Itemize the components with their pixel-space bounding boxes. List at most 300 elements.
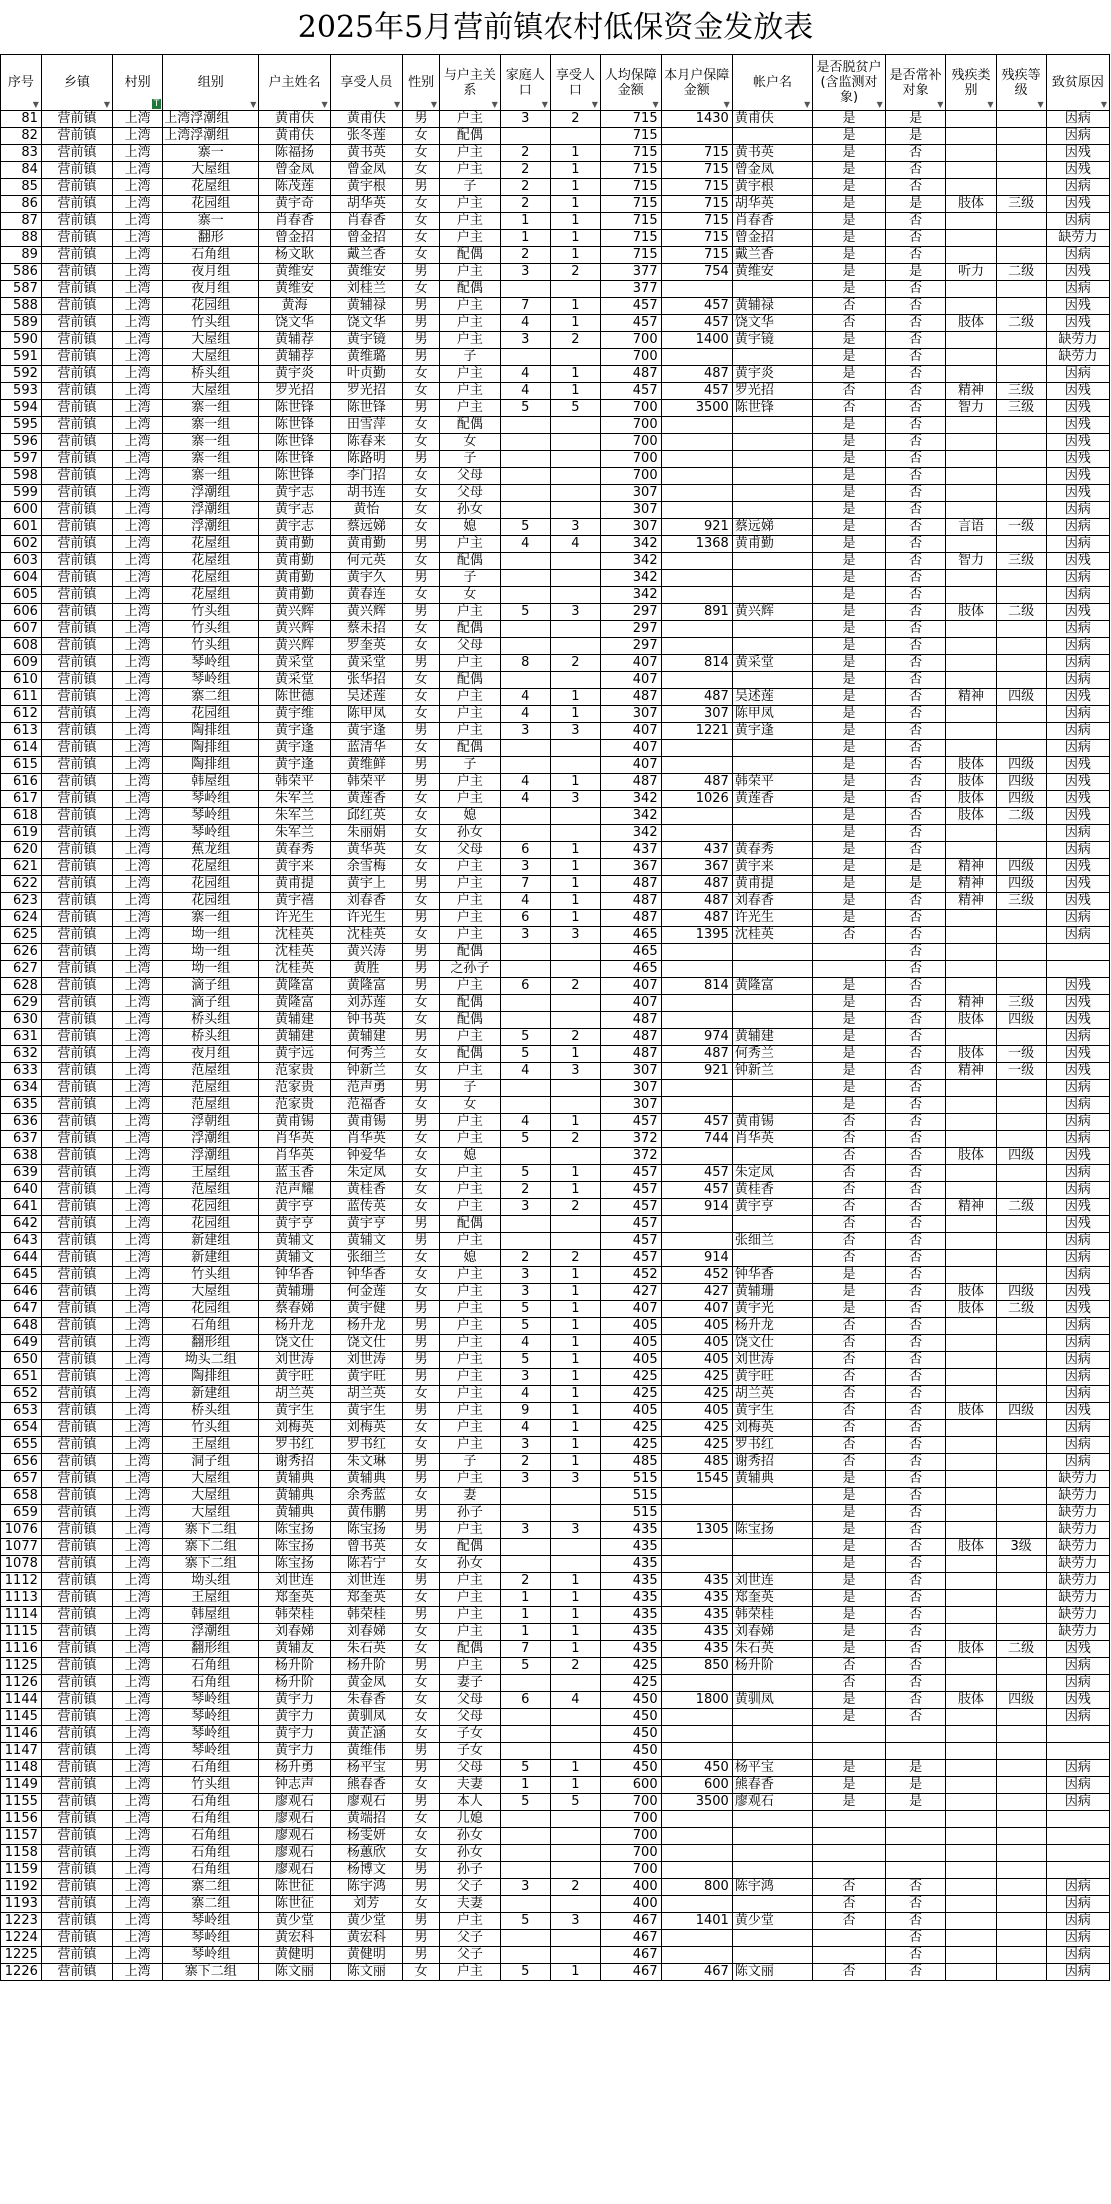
table-cell[interactable]	[500, 961, 550, 978]
table-cell[interactable]: 是	[813, 1641, 886, 1658]
table-cell[interactable]: 肢体	[946, 1641, 996, 1658]
table-cell[interactable]: 否	[885, 485, 946, 502]
table-cell[interactable]	[996, 1454, 1046, 1471]
table-cell[interactable]: 营前镇	[41, 1012, 112, 1029]
table-cell[interactable]	[946, 162, 996, 179]
table-cell[interactable]: 女	[403, 553, 440, 570]
table-cell[interactable]	[946, 128, 996, 145]
table-cell[interactable]	[550, 621, 600, 638]
table-cell[interactable]: 营前镇	[41, 1216, 112, 1233]
table-cell[interactable]: 黄宇逢	[732, 723, 812, 740]
table-cell[interactable]: 四级	[996, 1012, 1046, 1029]
table-cell[interactable]: 女	[403, 1131, 440, 1148]
table-cell[interactable]: 陈甲凤	[330, 706, 403, 723]
table-cell[interactable]: 花屋组	[163, 179, 259, 196]
table-cell[interactable]: 女	[403, 927, 440, 944]
table-cell[interactable]: 女	[403, 1284, 440, 1301]
table-cell[interactable]: 因病	[1046, 672, 1109, 689]
table-cell[interactable]: 女	[440, 434, 501, 451]
table-cell[interactable]: 上湾	[113, 247, 163, 264]
table-cell[interactable]: 王屋组	[163, 1165, 259, 1182]
table-cell[interactable]: 廖观石	[259, 1862, 330, 1879]
table-cell[interactable]: 否	[885, 978, 946, 995]
table-cell[interactable]: 是	[813, 281, 886, 298]
table-cell[interactable]: 435	[600, 1607, 661, 1624]
table-cell[interactable]: 700	[600, 468, 661, 485]
table-cell[interactable]: 女	[403, 434, 440, 451]
table-cell[interactable]: 因病	[1046, 1335, 1109, 1352]
table-cell[interactable]: 1156	[1, 1811, 42, 1828]
table-cell[interactable]: 女	[403, 1097, 440, 1114]
table-cell[interactable]	[500, 1539, 550, 1556]
table-cell[interactable]	[996, 111, 1046, 128]
table-cell[interactable]: 457	[661, 315, 732, 332]
table-cell[interactable]: 孙女	[440, 502, 501, 519]
table-cell[interactable]: 刘世连	[732, 1573, 812, 1590]
table-cell[interactable]	[996, 1352, 1046, 1369]
table-cell[interactable]	[946, 1777, 996, 1794]
table-cell[interactable]: 户主	[440, 1607, 501, 1624]
table-cell[interactable]: 刘芳	[330, 1896, 403, 1913]
table-cell[interactable]: 花园组	[163, 1199, 259, 1216]
table-cell[interactable]: 因病	[1046, 740, 1109, 757]
table-cell[interactable]: 405	[600, 1318, 661, 1335]
table-cell[interactable]: 黄兴辉	[732, 604, 812, 621]
table-cell[interactable]: 石角组	[163, 1828, 259, 1845]
table-cell[interactable]: 营前镇	[41, 1420, 112, 1437]
table-cell[interactable]: 1158	[1, 1845, 42, 1862]
table-cell[interactable]: 487	[600, 689, 661, 706]
table-cell[interactable]: 5	[500, 1131, 550, 1148]
table-cell[interactable]: 605	[1, 587, 42, 604]
table-cell[interactable]: 黄伟鹏	[330, 1505, 403, 1522]
table-cell[interactable]: 吴述莲	[330, 689, 403, 706]
table-cell[interactable]: 否	[813, 1420, 886, 1437]
table-cell[interactable]: 上湾	[113, 1165, 163, 1182]
table-cell[interactable]	[996, 434, 1046, 451]
table-cell[interactable]: 陈文丽	[732, 1964, 812, 1981]
table-cell[interactable]: 配偶	[440, 128, 501, 145]
table-cell[interactable]: 上湾	[113, 689, 163, 706]
table-cell[interactable]	[996, 128, 1046, 145]
table-cell[interactable]: 5	[500, 1794, 550, 1811]
table-cell[interactable]: 上湾	[113, 1301, 163, 1318]
table-cell[interactable]: 427	[600, 1284, 661, 1301]
table-cell[interactable]	[813, 1743, 886, 1760]
table-cell[interactable]	[946, 1250, 996, 1267]
table-cell[interactable]: 297	[600, 604, 661, 621]
table-cell[interactable]: 否	[885, 1199, 946, 1216]
table-cell[interactable]: 是	[813, 536, 886, 553]
table-cell[interactable]: 罗光招	[330, 383, 403, 400]
table-cell[interactable]: 黄宇生	[732, 1403, 812, 1420]
table-cell[interactable]: 女	[403, 1692, 440, 1709]
table-cell[interactable]: 言语	[946, 519, 996, 536]
table-cell[interactable]: 四级	[996, 1403, 1046, 1420]
table-cell[interactable]: 坳头组	[163, 1573, 259, 1590]
table-cell[interactable]: 肢体	[946, 757, 996, 774]
table-cell[interactable]: 蔡未招	[330, 621, 403, 638]
table-cell[interactable]: 是	[813, 196, 886, 213]
table-cell[interactable]: 余秀蓝	[330, 1488, 403, 1505]
filter-dropdown-icon[interactable]: ▼	[723, 100, 730, 109]
table-cell[interactable]	[661, 1539, 732, 1556]
table-cell[interactable]: 黄辅典	[330, 1471, 403, 1488]
table-cell[interactable]: 5	[500, 1029, 550, 1046]
column-header[interactable]	[661, 55, 732, 111]
table-cell[interactable]: 因病	[1046, 1369, 1109, 1386]
table-cell[interactable]: 是	[813, 1760, 886, 1777]
table-cell[interactable]: 是	[813, 128, 886, 145]
table-cell[interactable]: 因病	[1046, 1879, 1109, 1896]
table-cell[interactable]: 智力	[946, 553, 996, 570]
table-cell[interactable]: 杨升阶	[330, 1658, 403, 1675]
table-cell[interactable]: 罗书红	[330, 1437, 403, 1454]
table-cell[interactable]: 3	[500, 1267, 550, 1284]
table-cell[interactable]: 男	[403, 111, 440, 128]
table-cell[interactable]: 黄宇根	[330, 179, 403, 196]
table-cell[interactable]: 上湾	[113, 1522, 163, 1539]
table-cell[interactable]	[946, 502, 996, 519]
table-cell[interactable]: 许光生	[330, 910, 403, 927]
table-cell[interactable]: 是	[813, 995, 886, 1012]
table-cell[interactable]: 营前镇	[41, 1335, 112, 1352]
table-cell[interactable]	[996, 1505, 1046, 1522]
table-cell[interactable]: 石角组	[163, 247, 259, 264]
table-cell[interactable]: 营前镇	[41, 162, 112, 179]
table-cell[interactable]: 1115	[1, 1624, 42, 1641]
table-cell[interactable]: 是	[813, 1607, 886, 1624]
table-cell[interactable]: 1113	[1, 1590, 42, 1607]
table-cell[interactable]: 因病	[1046, 1250, 1109, 1267]
table-cell[interactable]: 1193	[1, 1896, 42, 1913]
table-cell[interactable]: 琴岭组	[163, 808, 259, 825]
filter-dropdown-icon[interactable]: ▼	[1037, 100, 1044, 109]
table-cell[interactable]: 654	[1, 1420, 42, 1437]
table-cell[interactable]: 竹头组	[163, 621, 259, 638]
table-cell[interactable]: 陈宇鸿	[330, 1879, 403, 1896]
table-cell[interactable]	[661, 1828, 732, 1845]
table-cell[interactable]	[996, 672, 1046, 689]
table-cell[interactable]	[946, 655, 996, 672]
table-cell[interactable]: 黄辅典	[259, 1505, 330, 1522]
table-cell[interactable]: 是	[813, 1556, 886, 1573]
table-cell[interactable]: 1026	[661, 791, 732, 808]
table-cell[interactable]: 否	[885, 179, 946, 196]
table-cell[interactable]: 上湾	[113, 723, 163, 740]
table-cell[interactable]: 435	[661, 1624, 732, 1641]
table-cell[interactable]: 肢体	[946, 774, 996, 791]
table-cell[interactable]: 营前镇	[41, 978, 112, 995]
table-cell[interactable]: 425	[600, 1437, 661, 1454]
table-cell[interactable]: 配偶	[440, 944, 501, 961]
table-cell[interactable]: 342	[600, 808, 661, 825]
table-cell[interactable]	[996, 332, 1046, 349]
table-cell[interactable]: 640	[1, 1182, 42, 1199]
table-cell[interactable]	[946, 1471, 996, 1488]
table-cell[interactable]: 女	[403, 1590, 440, 1607]
table-cell[interactable]: 黄辅荐	[259, 332, 330, 349]
table-cell[interactable]: 营前镇	[41, 1573, 112, 1590]
table-cell[interactable]	[661, 1726, 732, 1743]
table-cell[interactable]: 寨一组	[163, 434, 259, 451]
table-cell[interactable]: 因病	[1046, 927, 1109, 944]
table-cell[interactable]: 否	[885, 910, 946, 927]
table-cell[interactable]: 钟新兰	[732, 1063, 812, 1080]
table-cell[interactable]: 367	[661, 859, 732, 876]
table-cell[interactable]: 649	[1, 1335, 42, 1352]
table-cell[interactable]: 5	[500, 400, 550, 417]
table-cell[interactable]: 645	[1, 1267, 42, 1284]
table-cell[interactable]	[996, 502, 1046, 519]
table-cell[interactable]: 肢体	[946, 604, 996, 621]
table-cell[interactable]	[500, 1896, 550, 1913]
table-cell[interactable]: 是	[813, 1080, 886, 1097]
table-cell[interactable]: 618	[1, 808, 42, 825]
table-cell[interactable]: 黄兴辉	[259, 638, 330, 655]
table-cell[interactable]: 男	[403, 400, 440, 417]
table-cell[interactable]: 缺劳力	[1046, 1556, 1109, 1573]
table-cell[interactable]: 587	[1, 281, 42, 298]
table-cell[interactable]: 朱文琳	[330, 1454, 403, 1471]
table-cell[interactable]: 715	[600, 111, 661, 128]
table-cell[interactable]: 户主	[440, 1352, 501, 1369]
table-cell[interactable]: 否	[813, 1233, 886, 1250]
table-cell[interactable]: 女	[440, 587, 501, 604]
table-cell[interactable]: 浮潮组	[163, 1624, 259, 1641]
table-cell[interactable]: 700	[600, 1828, 661, 1845]
table-cell[interactable]: 595	[1, 417, 42, 434]
table-cell[interactable]	[550, 1097, 600, 1114]
table-cell[interactable]: 寨下二组	[163, 1539, 259, 1556]
table-cell[interactable]: 637	[1, 1131, 42, 1148]
table-cell[interactable]: 子女	[440, 1726, 501, 1743]
table-cell[interactable]	[661, 1709, 732, 1726]
filter-dropdown-icon[interactable]: ▼	[591, 100, 598, 109]
table-cell[interactable]: 之孙子	[440, 961, 501, 978]
table-cell[interactable]: 黄宇志	[259, 519, 330, 536]
table-cell[interactable]: 是	[813, 485, 886, 502]
table-cell[interactable]: 因残	[1046, 451, 1109, 468]
table-cell[interactable]: 男	[403, 1335, 440, 1352]
table-cell[interactable]: 1	[550, 1403, 600, 1420]
table-cell[interactable]	[550, 1828, 600, 1845]
table-cell[interactable]: 男	[403, 1454, 440, 1471]
table-cell[interactable]: 花屋组	[163, 587, 259, 604]
table-cell[interactable]: 1114	[1, 1607, 42, 1624]
table-cell[interactable]: 因残	[1046, 893, 1109, 910]
table-cell[interactable]: 是	[813, 621, 886, 638]
table-cell[interactable]	[661, 417, 732, 434]
table-cell[interactable]	[732, 1709, 812, 1726]
table-cell[interactable]: 因残	[1046, 791, 1109, 808]
table-cell[interactable]: 425	[600, 1369, 661, 1386]
table-cell[interactable]: 425	[600, 1386, 661, 1403]
table-cell[interactable]: 上湾	[113, 1726, 163, 1743]
table-cell[interactable]: 因病	[1046, 1420, 1109, 1437]
table-cell[interactable]: 因残	[1046, 859, 1109, 876]
table-cell[interactable]: 女	[403, 383, 440, 400]
table-cell[interactable]: 一级	[996, 1046, 1046, 1063]
column-header[interactable]	[330, 55, 403, 111]
table-cell[interactable]: 1077	[1, 1539, 42, 1556]
table-cell[interactable]: 2	[550, 332, 600, 349]
table-cell[interactable]: 上湾	[113, 502, 163, 519]
table-cell[interactable]: 上湾	[113, 162, 163, 179]
table-cell[interactable]: 2	[550, 1250, 600, 1267]
table-cell[interactable]	[996, 825, 1046, 842]
table-cell[interactable]: 否	[813, 1216, 886, 1233]
table-cell[interactable]: 否	[885, 1131, 946, 1148]
table-cell[interactable]: 大屋组	[163, 383, 259, 400]
table-cell[interactable]	[813, 944, 886, 961]
column-header[interactable]	[813, 55, 886, 111]
table-cell[interactable]: 黄宇奇	[259, 196, 330, 213]
table-cell[interactable]: 因病	[1046, 128, 1109, 145]
table-cell[interactable]	[996, 1267, 1046, 1284]
table-cell[interactable]: 户主	[440, 1318, 501, 1335]
table-cell[interactable]: 342	[600, 791, 661, 808]
table-cell[interactable]: 592	[1, 366, 42, 383]
table-cell[interactable]	[550, 570, 600, 587]
table-cell[interactable]: 男	[403, 1369, 440, 1386]
table-cell[interactable]	[550, 1505, 600, 1522]
table-cell[interactable]: 寨二组	[163, 1879, 259, 1896]
table-cell[interactable]: 新建组	[163, 1233, 259, 1250]
table-cell[interactable]: 487	[600, 893, 661, 910]
table-cell[interactable]: 户主	[440, 1913, 501, 1930]
table-cell[interactable]	[732, 1845, 812, 1862]
table-cell[interactable]: 子	[440, 757, 501, 774]
table-cell[interactable]: 上湾	[113, 1845, 163, 1862]
table-cell[interactable]: 342	[600, 536, 661, 553]
table-cell[interactable]: 上湾	[113, 893, 163, 910]
table-cell[interactable]: 陈春来	[330, 434, 403, 451]
table-cell[interactable]: 否	[885, 468, 946, 485]
table-cell[interactable]: 营前镇	[41, 1131, 112, 1148]
table-cell[interactable]: 一级	[996, 1063, 1046, 1080]
table-cell[interactable]: 男	[403, 264, 440, 281]
table-cell[interactable]: 700	[600, 349, 661, 366]
table-cell[interactable]: 孙子	[440, 1505, 501, 1522]
table-cell[interactable]: 否	[885, 1947, 946, 1964]
table-cell[interactable]	[946, 1879, 996, 1896]
table-cell[interactable]: 营前镇	[41, 1301, 112, 1318]
table-cell[interactable]	[996, 1216, 1046, 1233]
table-cell[interactable]	[732, 995, 812, 1012]
table-cell[interactable]: 花园组	[163, 706, 259, 723]
table-cell[interactable]	[500, 825, 550, 842]
table-cell[interactable]: 因残	[1046, 604, 1109, 621]
table-cell[interactable]: 715	[600, 128, 661, 145]
table-cell[interactable]: 1	[500, 213, 550, 230]
table-cell[interactable]: 否	[885, 1573, 946, 1590]
table-cell[interactable]	[946, 247, 996, 264]
table-cell[interactable]: 上湾	[113, 111, 163, 128]
table-cell[interactable]	[813, 1828, 886, 1845]
table-cell[interactable]: 黄宇炎	[259, 366, 330, 383]
table-cell[interactable]: 男	[403, 1403, 440, 1420]
table-cell[interactable]: 胡兰英	[732, 1386, 812, 1403]
table-cell[interactable]: 因残	[1046, 383, 1109, 400]
table-cell[interactable]: 407	[661, 1301, 732, 1318]
table-cell[interactable]	[500, 1233, 550, 1250]
table-cell[interactable]: 杨平宝	[330, 1760, 403, 1777]
table-cell[interactable]	[500, 502, 550, 519]
table-cell[interactable]: 营前镇	[41, 128, 112, 145]
table-cell[interactable]: 女	[403, 1828, 440, 1845]
table-cell[interactable]: 610	[1, 672, 42, 689]
table-cell[interactable]	[732, 570, 812, 587]
table-cell[interactable]: 妻	[440, 1488, 501, 1505]
table-cell[interactable]: 上湾	[113, 638, 163, 655]
table-cell[interactable]: 户主	[440, 706, 501, 723]
table-cell[interactable]: 因残	[1046, 417, 1109, 434]
table-cell[interactable]: 否	[885, 1658, 946, 1675]
table-cell[interactable]: 精神	[946, 893, 996, 910]
table-cell[interactable]: 1400	[661, 332, 732, 349]
table-cell[interactable]: 蔡远娣	[732, 519, 812, 536]
table-cell[interactable]: 因残	[1046, 298, 1109, 315]
table-cell[interactable]	[732, 740, 812, 757]
table-cell[interactable]: 沈桂英	[330, 927, 403, 944]
table-cell[interactable]: 黄宇光	[732, 1301, 812, 1318]
table-cell[interactable]: 否	[885, 1488, 946, 1505]
table-cell[interactable]	[661, 1862, 732, 1879]
table-cell[interactable]: 2	[500, 1250, 550, 1267]
table-cell[interactable]: 656	[1, 1454, 42, 1471]
table-cell[interactable]: 智力	[946, 400, 996, 417]
table-cell[interactable]: 否	[885, 519, 946, 536]
table-cell[interactable]: 男	[403, 944, 440, 961]
table-cell[interactable]: 否	[885, 1335, 946, 1352]
table-cell[interactable]: 是	[813, 604, 886, 621]
column-header[interactable]	[732, 55, 812, 111]
table-cell[interactable]	[661, 1896, 732, 1913]
table-cell[interactable]: 黄驯凤	[732, 1692, 812, 1709]
table-cell[interactable]: 1401	[661, 1913, 732, 1930]
table-cell[interactable]: 467	[600, 1930, 661, 1947]
table-cell[interactable]: 700	[600, 1811, 661, 1828]
table-cell[interactable]: 浮潮组	[163, 519, 259, 536]
table-cell[interactable]: 男	[403, 349, 440, 366]
table-cell[interactable]: 沈桂英	[732, 927, 812, 944]
table-cell[interactable]: 三级	[996, 553, 1046, 570]
table-cell[interactable]	[946, 1216, 996, 1233]
table-cell[interactable]	[661, 995, 732, 1012]
table-cell[interactable]: 蕉龙组	[163, 842, 259, 859]
table-cell[interactable]: 营前镇	[41, 536, 112, 553]
table-cell[interactable]: 5	[500, 1658, 550, 1675]
table-cell[interactable]	[550, 502, 600, 519]
table-cell[interactable]	[996, 1896, 1046, 1913]
table-cell[interactable]: 1226	[1, 1964, 42, 1981]
table-cell[interactable]: 因病	[1046, 281, 1109, 298]
table-cell[interactable]: 四级	[996, 859, 1046, 876]
table-cell[interactable]	[996, 1318, 1046, 1335]
table-cell[interactable]: 营前镇	[41, 1607, 112, 1624]
table-cell[interactable]: 上湾	[113, 1607, 163, 1624]
table-cell[interactable]	[550, 1080, 600, 1097]
table-cell[interactable]: 427	[661, 1284, 732, 1301]
table-cell[interactable]: 否	[813, 383, 886, 400]
table-cell[interactable]	[946, 570, 996, 587]
table-cell[interactable]: 缺劳力	[1046, 349, 1109, 366]
table-cell[interactable]: 754	[661, 264, 732, 281]
table-cell[interactable]: 寨下二组	[163, 1964, 259, 1981]
table-cell[interactable]: 营前镇	[41, 1437, 112, 1454]
table-cell[interactable]: 否	[885, 1896, 946, 1913]
